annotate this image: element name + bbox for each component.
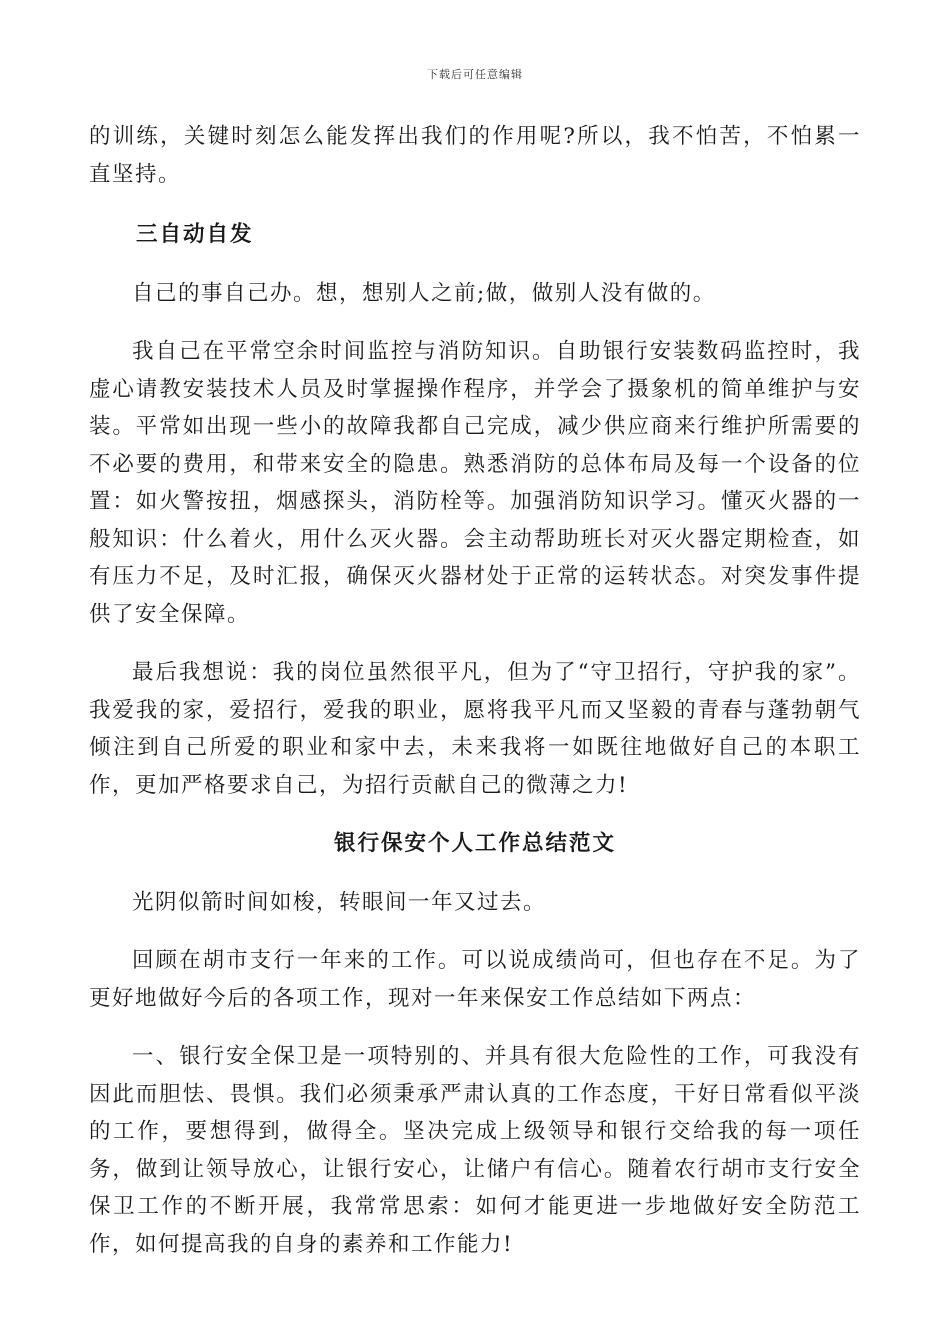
body-paragraph: 回顾在胡市支行一年来的工作。可以说成绩尚可，但也存在不足。为了更好地做好今后的各项工作，现对一年来保安工作总结如下两点：	[89, 948, 861, 1011]
body-paragraph: 光阴似箭时间如梭，转眼间一年又过去。	[132, 889, 547, 915]
article-title: 银行保安个人工作总结范文	[333, 831, 616, 856]
body-paragraph: 自己的事自己办。想，想别人之前;做，做别人没有做的。	[132, 280, 716, 306]
closing-paragraph: 最后我想说：我的岗位虽然很平凡，但为了“守卫招行，守护我的家”。我爱我的家，爱招行，爱我的职业，愿将我平凡而又坚毅的青春与蓬勃朝气倾注到自己所爱的职业和家中去，未来我将一如既往地做好自己的本职工作，更加严格要求自己，为招行贡献自己的微薄之力!	[89, 660, 861, 798]
document-body	[89, 118, 861, 1263]
body-paragraph: 我自己在平常空余时间监控与消防知识。自助银行安装数码监控时，我虚心请教安装技术人员及时掌握操作程序，并学会了摄象机的简单维护与安装。平常如出现一些小的故障我都自己完成，减少供应商来行维护所需要的不必要的费用，和带来安全的隐患。熟悉消防的总体布局及每一个设备的位置：如火警按扭，烟感探头，消防栓等。加强消防知识学习。懂灭火器的一般知识：什么着火，用什么灭火器。会主动帮助班长对灭火器定期检查，如有压力不足，及时汇报，确保灭火器材处于正常的运转状态。对突发事件提供了安全保障。	[89, 339, 861, 627]
continuation-paragraph: 的训练，关键时刻怎么能发挥出我们的作用呢?所以，我不怕苦，不怕累一直坚持。	[89, 124, 861, 187]
body-paragraph: 一、银行安全保卫是一项特别的、并具有很大危险性的工作，可我没有因此而胆怯、畏惧。我们必须秉承严肃认真的工作态度，干好日常看似平淡的工作，要想得到，做得全。坚决完成上级领导和银行交给我的每一项任务，做到让领导放心，让银行安心，让储户有信心。随着农行胡市支行安全保卫工作的不断开展，我常常思索：如何才能更进一步地做好安全防范工作，如何提高我的自身的素养和工作能力!	[89, 1044, 861, 1257]
section-heading: 三自动自发	[136, 222, 254, 247]
page-header: 下载后可任意编辑	[427, 68, 523, 81]
